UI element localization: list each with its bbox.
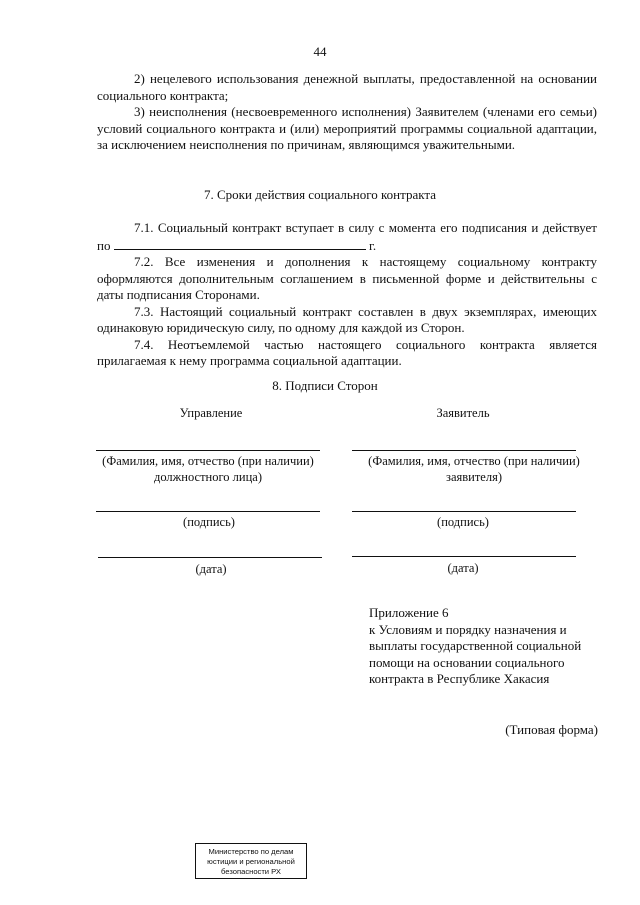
section-8-heading: 8. Подписи Сторон (272, 378, 378, 393)
name-line-right (352, 450, 576, 451)
signature-caption-right: (подпись) (437, 515, 489, 529)
paragraph-7-1-text: 7.1. Социальный контракт вступает в силу с момента его подписания и действует по (97, 220, 597, 253)
page-number: 44 (313, 44, 327, 59)
signature-caption-left: (подпись) (183, 515, 235, 529)
date-line-left (98, 557, 322, 558)
name-caption-left: (Фамилия, имя, отчество (при наличии) должностного лица) (102, 454, 314, 484)
name-caption-right: (Фамилия, имя, отчество (при наличии) заявителя) (368, 454, 580, 484)
end-date-blank (114, 237, 366, 250)
item-2: 2) нецелевого использования денежной выплаты, предоставленной на основании социального контракта; (97, 71, 597, 103)
paragraph-7-1 (97, 220, 597, 254)
registration-stamp (195, 843, 307, 879)
signature-line-left (96, 511, 320, 512)
paragraph-7-4: 7.4. Неотъемлемой частью настоящего социального контракта является прилагаемая к нему программа социальной адаптации. (97, 336, 597, 368)
section-7-heading: 7. Сроки действия социального контракта (204, 187, 436, 202)
appendix-description: к Условиям и порядку назначения и выплаты государственной социальной помощи на основании социального контракта в Республике Хакасия (369, 621, 582, 686)
date-line-right (352, 556, 576, 557)
name-line-left (96, 450, 320, 451)
date-caption-right: (дата) (447, 561, 479, 575)
appendix-block (369, 605, 609, 688)
paragraph-7-3: 7.3. Настоящий социальный контракт составлен в двух экземплярах, имеющих одинаковую юридическую силу, по одному для каждой из Сторон. (97, 303, 597, 335)
paragraph-7-2: 7.2. Все изменения и дополнения к настоящему социальному контракту оформляются дополнительным соглашением в письменной форме и действительны с даты подписания Сторонами. (97, 254, 597, 302)
stamp-line-2: юстиции и региональной (207, 857, 295, 866)
item-3: 3) неисполнения (несвоевременного исполнения) Заявителем (членами его семьи) условий социального контракта и (или) мероприятий программы социальной адаптации, за исключением неисполнения по причинам, являющимся уважительными. (97, 104, 597, 152)
party-title-left: Управление (179, 406, 243, 420)
intro-paragraphs (97, 71, 597, 154)
date-caption-left: (дата) (195, 562, 227, 576)
stamp-line-1: Министерство по делам (208, 847, 294, 856)
appendix-number: Приложение 6 (369, 605, 449, 620)
stamp-line-3: безопасности РХ (221, 867, 281, 876)
form-type-label: (Типовая форма) (505, 722, 598, 737)
signature-line-right (352, 511, 576, 512)
party-title-right: Заявитель (436, 406, 490, 420)
paragraph-7-1-suffix: г. (368, 237, 377, 253)
section-7-body (97, 220, 597, 370)
